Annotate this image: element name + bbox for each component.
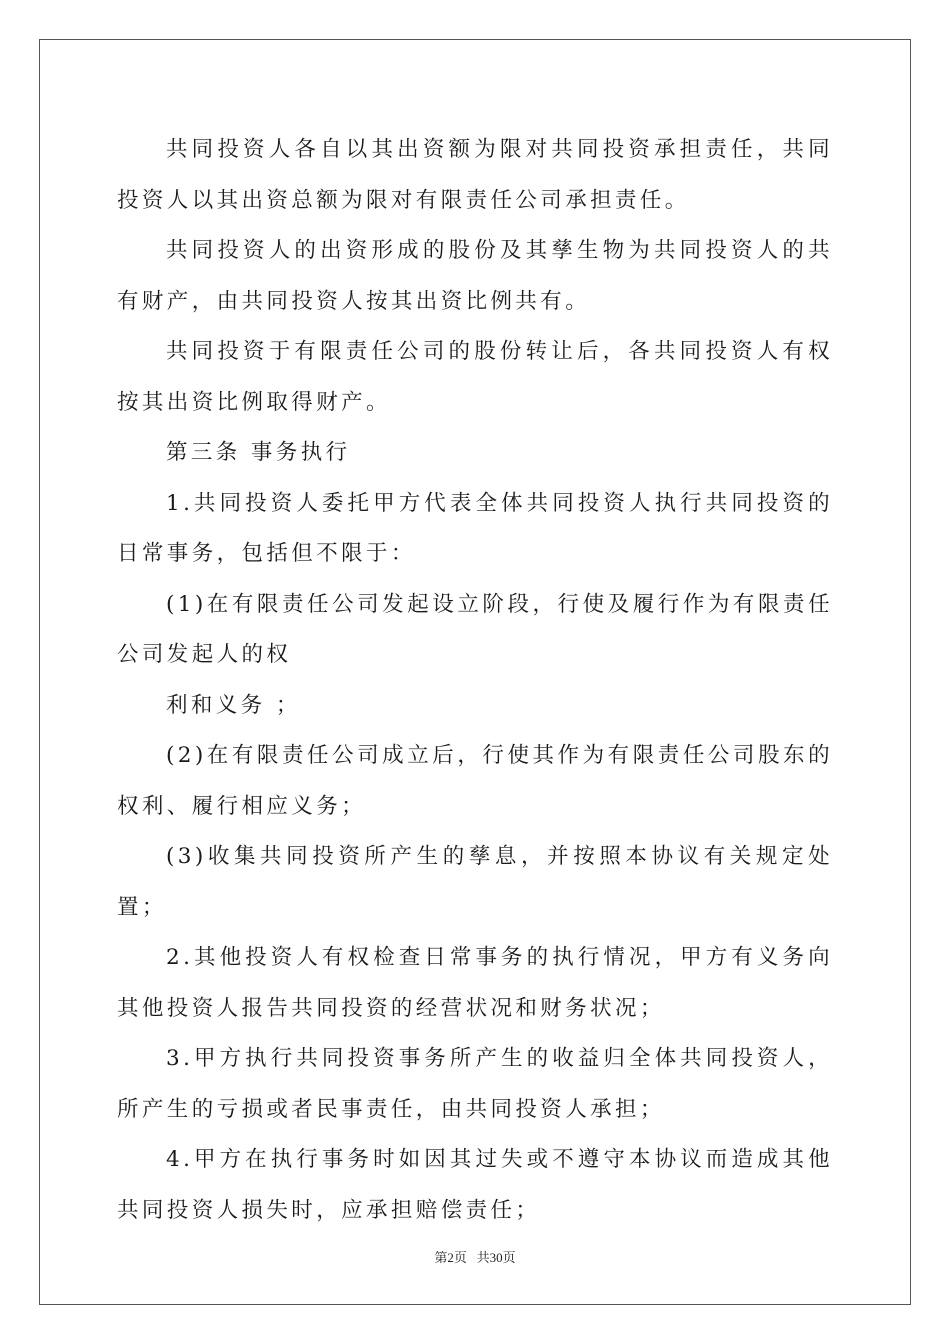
clause-3: 3.甲方执行共同投资事务所产生的收益归全体共同投资人，所产生的亏损或者民事责任，由共同投资人承担； [117, 1046, 833, 1122]
paragraph-share-transfer: 共同投资于有限责任公司的股份转让后，各共同投资人有权按其出资比例取得财产。 [117, 339, 833, 415]
clause-1-item-1: (1)在有限责任公司发起设立阶段，行使及履行作为有限责任公司发起人的权 [117, 591, 833, 667]
clause-1-item-2: (2)在有限责任公司成立后，行使其作为有限责任公司股东的权利、履行相应义务； [117, 743, 833, 819]
paragraph-common-property: 共同投资人的出资形成的股份及其孳生物为共同投资人的共有财产，由共同投资人按其出资比例共有。 [117, 238, 833, 314]
clause-2: 2.其他投资人有权检查日常事务的执行情况，甲方有义务向其他投资人报告共同投资的经营状况和财务状况； [117, 945, 833, 1021]
clause-4: 4.甲方在执行事务时如因其过失或不遵守本协议而造成其他共同投资人损失时，应承担赔偿责任； [117, 1147, 833, 1223]
clause-1-item-3: (3)收集共同投资所产生的孳息，并按照本协议有关规定处置； [117, 844, 833, 920]
page-number-footer: 第2页 共30页 [434, 1250, 516, 1265]
document-body [117, 125, 833, 1236]
clause-1-item-1-continued: 利和义务 ； [166, 692, 301, 718]
clause-1: 1.共同投资人委托甲方代表全体共同投资人执行共同投资的日常事务，包括但不限于： [117, 490, 833, 566]
section-heading-article-3: 第三条 事务执行 [166, 440, 351, 465]
paragraph-liability: 共同投资人各自以其出资额为限对共同投资承担责任，共同投资人以其出资总额为限对有限责任公司承担责任。 [117, 137, 833, 213]
